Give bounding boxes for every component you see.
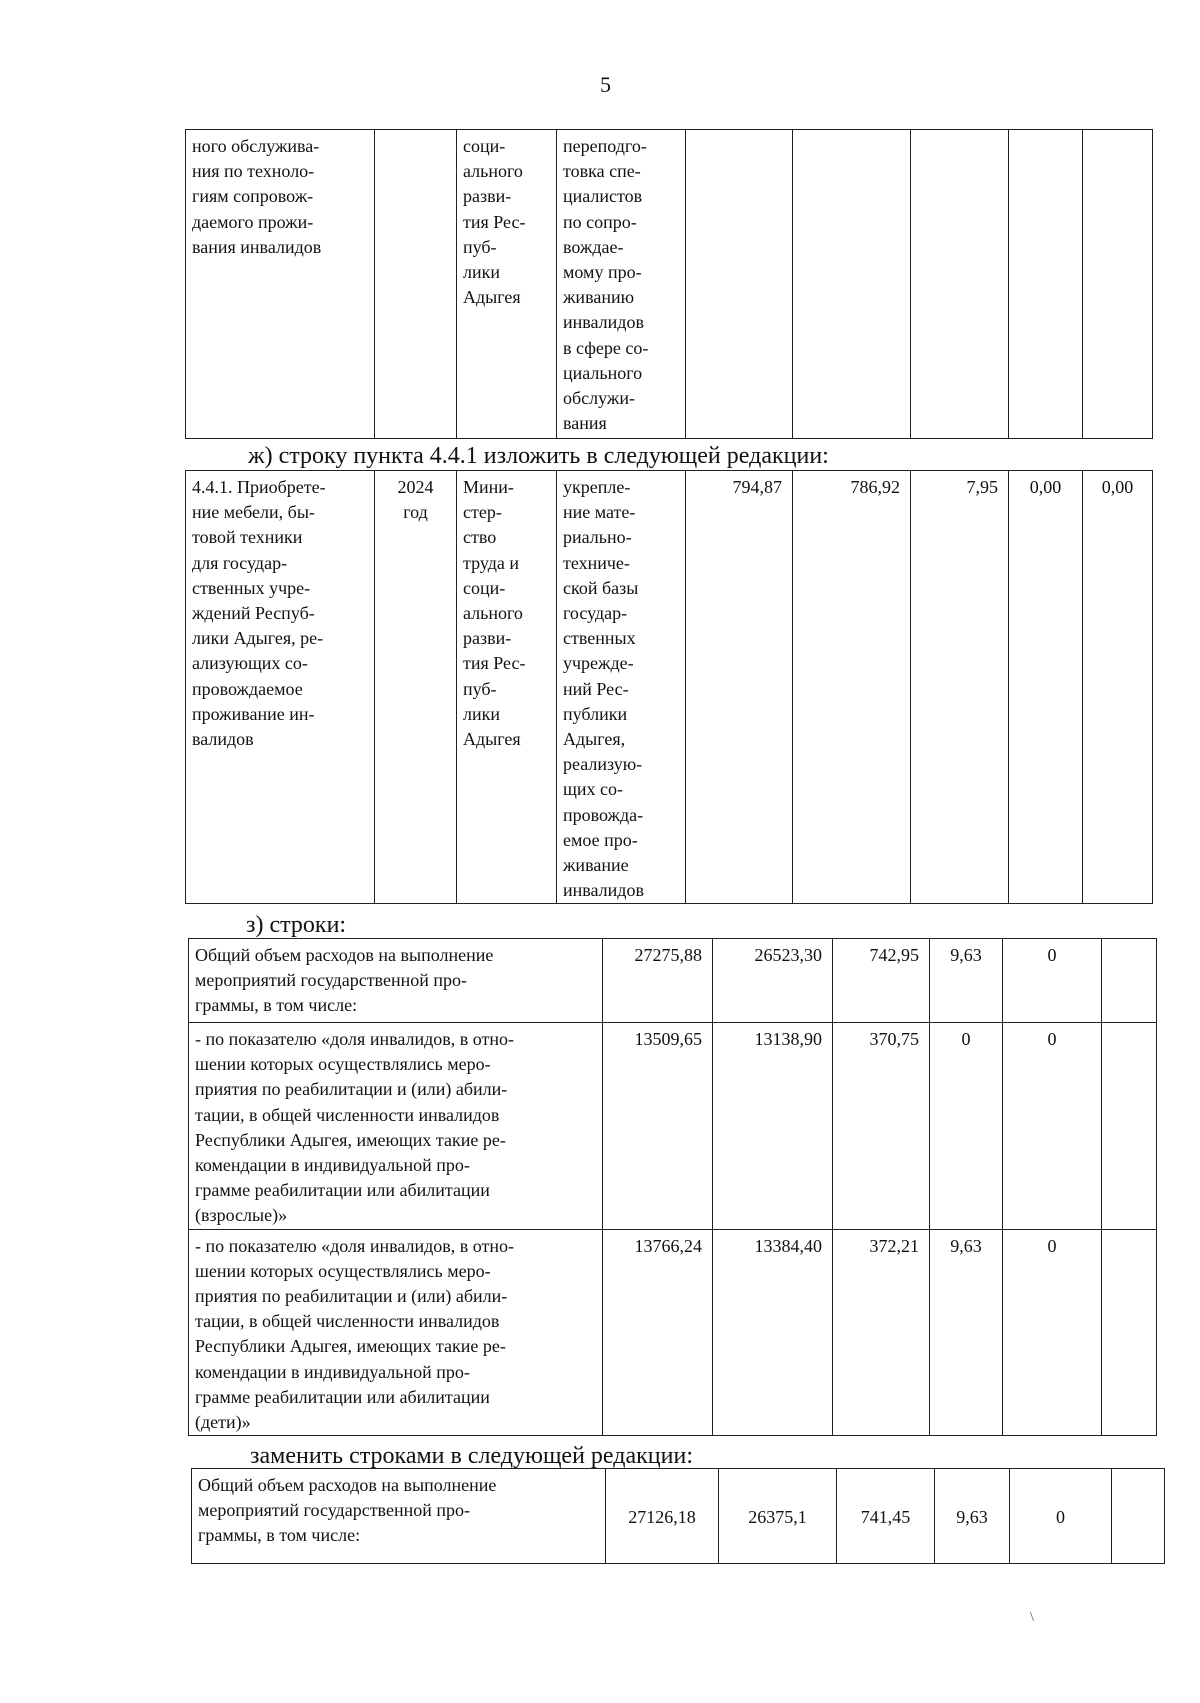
row-value-6 [1102,1229,1157,1436]
table1-result-cell: переподго- товка спе- циалистов по сопро- вождае- мому про- живанию инвалидов в сфере со- циального обслужи- вания [557,130,686,439]
row-value-regional: 13384,40 [713,1229,833,1436]
row-value-4: 9,63 [930,1229,1003,1436]
row-value-federal: 372,21 [833,1229,930,1436]
row-label: - по показателю «доля инвалидов, в отно- шении которых осуществлялись меро- приятия по реабилитации и (или) абили- тации, в общей численности инвалидов Республики Адыгея, имеющих такие ре- комендации в индивидуальной про- грамме реабилитации или абилитации (взрослые)» [189,1023,603,1230]
table1-name-cell: ного обслужива- ния по техноло- гиям сопровож- даемого прожи- вания инвалидов [186,130,375,439]
table1-value-cell [911,130,1009,439]
row-value-5: 0 [1003,939,1102,1023]
item-org-cell: Мини- стер- ство труда и соци- ального разви- тия Рес- пуб- лики Адыгея [457,471,557,904]
item-result-cell: укрепле- ние мате- риально- техниче- ской базы государ- ственных учрежде- ний Рес- публики Адыгея, реализую- щих со- провожда- емое про- живание инвалидов [557,471,686,904]
table-continuation [185,129,1153,439]
row-value-federal: 370,75 [833,1023,930,1230]
caption-replace: заменить строками в следующей редакции: [250,1443,693,1469]
caption-z: з) строки: [246,912,347,938]
page-number: 5 [600,72,611,97]
row-label: Общий объем расходов на выполнение мероприятий государственной про- граммы, в том числе: [189,939,603,1023]
row-value-4: 0 [930,1023,1003,1230]
table-row [189,1023,1157,1230]
row-value-regional: 13138,90 [713,1023,833,1230]
table1-value-cell [1083,130,1153,439]
item-value-regional: 786,92 [793,471,911,904]
row-value-4: 9,63 [930,939,1003,1023]
row-value-federal: 741,45 [837,1469,935,1564]
row-value-5: 0 [1010,1469,1112,1564]
row-value-5: 0 [1003,1229,1102,1436]
row-value-5: 0 [1003,1023,1102,1230]
table1-value-cell [686,130,793,439]
row-value-regional: 26523,30 [713,939,833,1023]
table-row [189,1229,1157,1436]
row-value-total: 13509,65 [603,1023,713,1230]
row-value-6 [1102,939,1157,1023]
row-value-total: 27275,88 [603,939,713,1023]
item-value-total: 794,87 [686,471,793,904]
item-value-4: 0,00 [1009,471,1083,904]
table-row [189,939,1157,1023]
item-year-cell: 2024 год [375,471,457,904]
scan-speck: \ [1030,1610,1034,1625]
item-name-cell: 4.4.1. Приобрете- ние мебели, бы- товой техники для государ- ственных учре- ждений Респуб- лики Адыгея, ре- ализующих со- провождаемое проживание ин- валидов [186,471,375,904]
row-value-6 [1112,1469,1165,1564]
row-value-total: 13766,24 [603,1229,713,1436]
table-expenses-new [191,1468,1165,1564]
row-value-federal: 742,95 [833,939,930,1023]
row-value-4: 9,63 [935,1469,1010,1564]
row-label: - по показателю «доля инвалидов, в отно- шении которых осуществлялись меро- приятия по реабилитации и (или) абили- тации, в общей численности инвалидов Республики Адыгея, имеющих такие ре- комендации в индивидуальной про- грамме реабилитации или абилитации (дети)» [189,1229,603,1436]
table1-year-cell [375,130,457,439]
item-value-federal: 7,95 [911,471,1009,904]
table1-org-cell: соци- ального разви- тия Рес- пуб- лики Адыгея [457,130,557,439]
row-value-6 [1102,1023,1157,1230]
item-value-5: 0,00 [1083,471,1153,904]
row-value-regional: 26375,1 [719,1469,837,1564]
table1-value-cell [1009,130,1083,439]
table-expenses-old [188,938,1157,1436]
row-value-total: 27126,18 [606,1469,719,1564]
row-label: Общий объем расходов на выполнение мероприятий государственной про- граммы, в том числе: [192,1469,606,1564]
table1-value-cell [793,130,911,439]
caption-zh: ж) строку пункта 4.4.1 изложить в следующей редакции: [248,443,829,469]
table-row [192,1469,1165,1564]
table-item-4-4-1 [185,470,1153,904]
